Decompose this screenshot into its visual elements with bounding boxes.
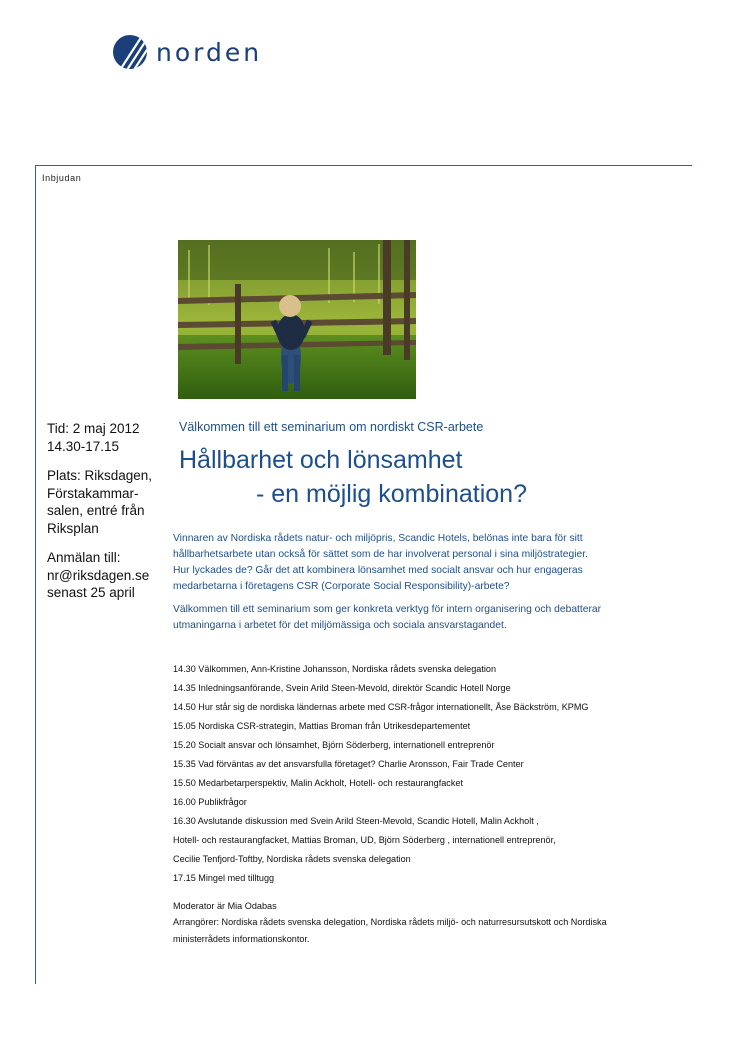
event-place-line: Plats: Riksdagen, [47, 468, 153, 483]
intro-line: Hur lyckades de? Går det att kombinera lönsamhet med socialt ansvar och hur engageras [173, 565, 583, 576]
agenda-item: Hotell- och restaurangfacket, Mattias Broman, UD, Björn Söderberg , internationell entreprenör, [173, 835, 556, 845]
organizers-line: Arrangörer: Nordiska rådets svenska delegation, Nordiska rådets miljö- och naturresursutskott och Nordiska [173, 917, 607, 928]
intro-paragraph-1 [173, 531, 673, 595]
agenda-item: 16.30 Avslutande diskussion med Svein Arild Steen-Mevold, Scandic Hotell, Malin Ackholt , [173, 816, 539, 826]
event-place-line: salen, entré från [47, 503, 145, 518]
organizers-line: ministerrådets informationskontor. [173, 933, 310, 944]
intro-line: hållbarhetsarbete utan också för sättet som de har involverat personal i sina miljöstrategier. [173, 549, 588, 560]
event-date: Tid: 2 maj 2012 [47, 421, 140, 436]
signup-deadline: senast 25 april [47, 585, 135, 600]
footer-notes [173, 898, 673, 947]
agenda-item: 16.00 Publikfrågor [173, 797, 247, 807]
page-title: Hållbarhet och lönsamhet [179, 446, 463, 474]
norden-swan-icon [112, 34, 148, 70]
brand-name: norden [156, 37, 263, 67]
intro-line: medarbetarna i företagens CSR (Corporate Social Responsibility)-arbete? [173, 581, 510, 592]
agenda-list [173, 660, 673, 888]
intro-paragraph-2 [173, 602, 673, 634]
signup-email: nr@riksdagen.se [47, 567, 150, 583]
agenda-item: 17.15 Mingel med tilltugg [173, 873, 275, 883]
top-rule [36, 165, 692, 166]
left-rule [35, 165, 36, 984]
intro-line: utmaningarna i arbetet för det miljömässiga och sociala ansvarstagandet. [173, 620, 507, 631]
agenda-item: Cecilie Tenfjord-Toftby, Nordiska rådets svenska delegation [173, 854, 411, 864]
child-at-fence-photo [178, 240, 416, 399]
lead-text: Välkommen till ett seminarium om nordiskt CSR-arbete [179, 420, 484, 434]
norden-logo [112, 34, 262, 70]
agenda-item: 15.20 Socialt ansvar och lönsamhet, Björn Söderberg, internationell entreprenör [173, 740, 495, 750]
agenda-item: 15.50 Medarbetarperspektiv, Malin Ackholt, Hotell- och restaurangfacket [173, 778, 463, 788]
moderator-line: Moderator är Mia Odabas [173, 901, 277, 911]
agenda-item: 14.30 Välkommen, Ann-Kristine Johansson, Nordiska rådets svenska delegation [173, 664, 497, 674]
agenda-item: 14.50 Hur står sig de nordiska ländernas arbete med CSR-frågor internationellt, Åse Bäckström, KPMG [173, 702, 589, 712]
page-subtitle: - en möjlig kombination? [256, 480, 527, 508]
agenda-item: 15.05 Nordiska CSR-strategin, Mattias Broman från Utrikesdepartementet [173, 721, 471, 731]
intro-text [173, 531, 673, 641]
intro-line: Välkommen till ett seminarium som ger konkreta verktyg för intern organisering och debatterar [173, 604, 602, 615]
agenda-item: 14.35 Inledningsanförande, Svein Arild Steen-Mevold, direktör Scandic Hotell Norge [173, 683, 511, 693]
document-type: Inbjudan [42, 173, 82, 183]
signup-label: Anmälan till: [47, 550, 121, 565]
event-details [47, 420, 177, 614]
agenda-item: 15.35 Vad förväntas av det ansvarsfulla företaget? Charlie Aronsson, Fair Trade Center [173, 759, 524, 769]
event-time: 14.30-17.15 [47, 438, 120, 454]
event-place-line: Förstakammar- [47, 485, 139, 501]
event-place-line: Riksplan [47, 520, 99, 536]
intro-line: Vinnaren av Nordiska rådets natur- och miljöpris, Scandic Hotels, belönas inte bara för sitt [173, 533, 583, 544]
